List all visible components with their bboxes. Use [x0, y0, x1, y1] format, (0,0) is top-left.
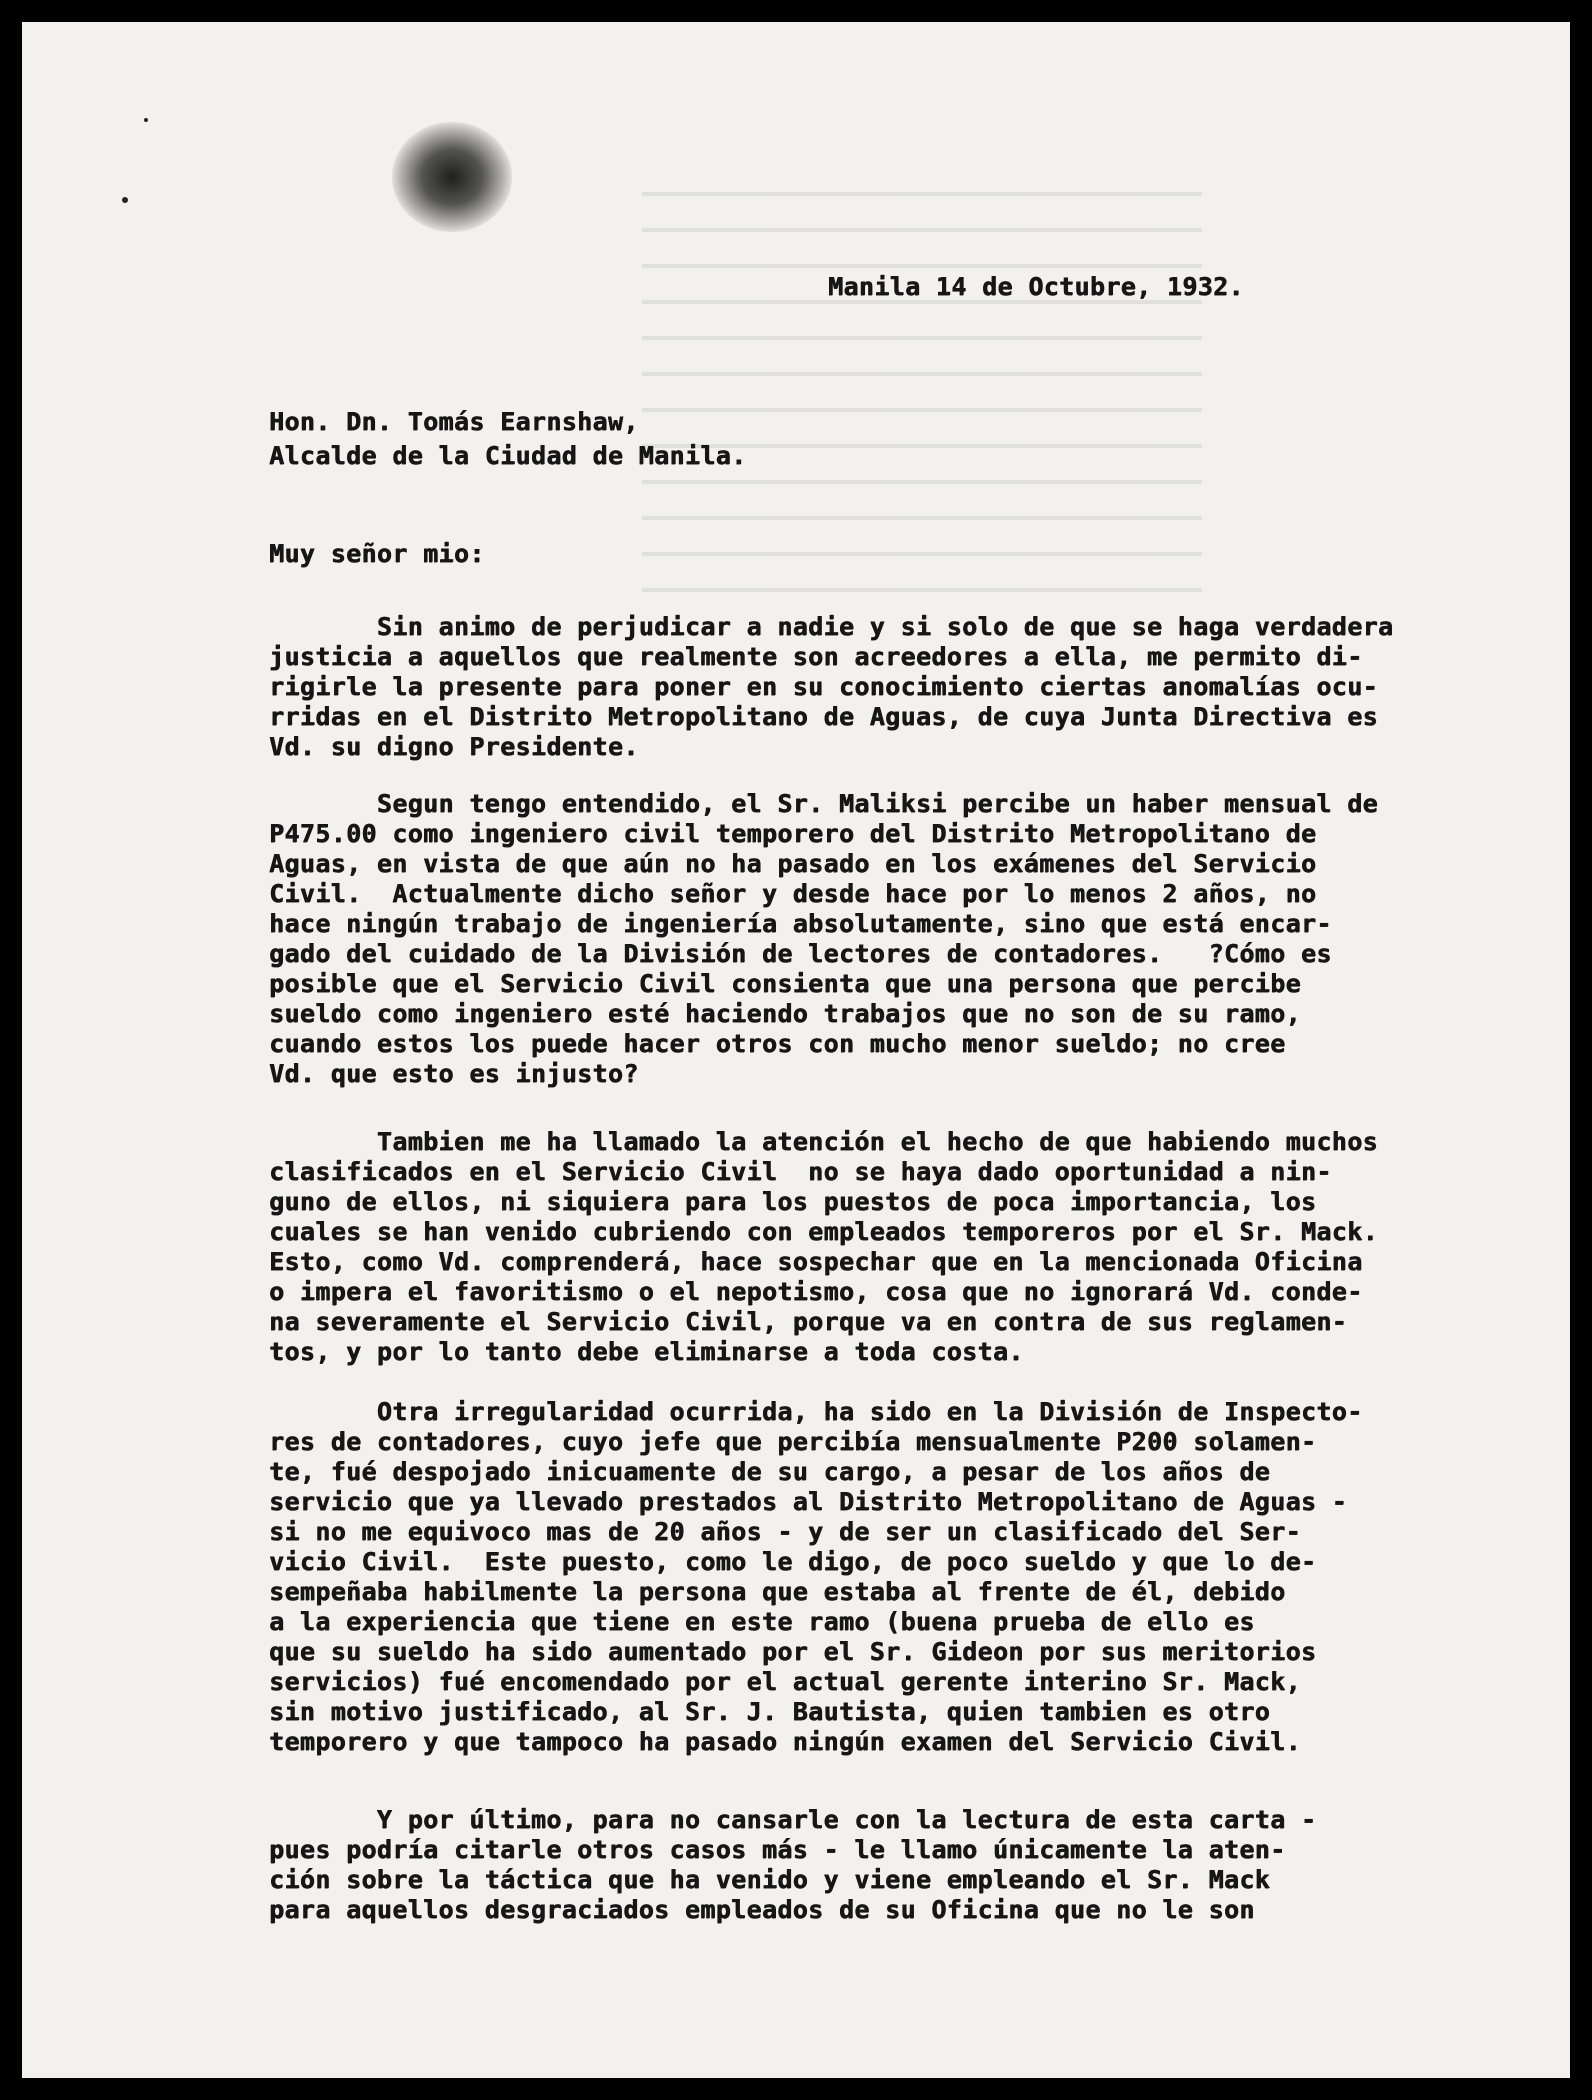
paragraph-line: Esto, como Vd. comprenderá, hace sospechar que en la mencionada Oficina — [269, 1247, 1363, 1276]
addressee-title: Alcalde de la Ciudad de Manila. — [269, 441, 747, 470]
paragraph-line: que su sueldo ha sido aumentado por el Sr. Gideon por sus meritorios — [269, 1637, 1317, 1666]
paragraph-line: vicio Civil. Este puesto, como le digo, de poco sueldo y que lo de- — [269, 1547, 1317, 1576]
paragraph-line: temporero y que tampoco ha pasado ningún examen del Servicio Civil. — [269, 1727, 1301, 1756]
paragraph-line: tos, y por lo tanto debe eliminarse a toda costa. — [269, 1337, 1024, 1366]
ink-speck — [144, 118, 148, 122]
paragraph-line: si no me equivoco mas de 20 años - y de ser un clasificado del Ser- — [269, 1517, 1301, 1546]
paragraph-line: sueldo como ingeniero esté haciendo trabajos que no son de su ramo, — [269, 999, 1301, 1028]
paragraph-5 — [269, 1805, 1316, 1925]
paragraph-line: rridas en el Distrito Metropolitano de Aguas, de cuya Junta Directiva es — [269, 702, 1378, 731]
paragraph-line: pues podría citarle otros casos más - le llamo únicamente la aten- — [269, 1835, 1286, 1864]
paragraph-1 — [269, 612, 1393, 762]
paragraph-line: Y por último, para no cansarle con la lectura de esta carta - — [269, 1805, 1317, 1834]
paragraph-line: servicios) fué encomendado por el actual gerente interino Sr. Mack, — [269, 1667, 1301, 1696]
letter-page — [22, 22, 1570, 2078]
paragraph-line: cuando estos los puede hacer otros con mucho menor sueldo; no cree — [269, 1029, 1286, 1058]
paragraph-4 — [269, 1397, 1363, 1757]
paragraph-line: cuales se han venido cubriendo con empleados temporeros por el Sr. Mack. — [269, 1217, 1378, 1246]
paragraph-line: o impera el favoritismo o el nepotismo, cosa que no ignorará Vd. conde- — [269, 1277, 1363, 1306]
salutation: Muy señor mio: — [269, 539, 485, 568]
paragraph-line: Vd. su digno Presidente. — [269, 732, 639, 761]
paragraph-line: a la experiencia que tiene en este ramo (buena prueba de ello es — [269, 1607, 1255, 1636]
addressee-block — [269, 405, 746, 473]
paragraph-3 — [269, 1127, 1378, 1367]
paragraph-line: ción sobre la táctica que ha venido y viene empleando el Sr. Mack — [269, 1865, 1271, 1894]
ink-speck — [122, 197, 128, 203]
paragraph-line: Civil. Actualmente dicho señor y desde hace por lo menos 2 años, no — [269, 879, 1317, 908]
paragraph-line: Otra irregularidad ocurrida, ha sido en la División de Inspecto- — [269, 1397, 1363, 1426]
paragraph-line: hace ningún trabajo de ingeniería absolutamente, sino que está encar- — [269, 909, 1332, 938]
paragraph-line: res de contadores, cuyo jefe que percibía mensualmente P200 solamen- — [269, 1427, 1317, 1456]
paragraph-line: guno de ellos, ni siquiera para los puestos de poca importancia, los — [269, 1187, 1317, 1216]
paragraph-line: para aquellos desgraciados empleados de su Oficina que no le son — [269, 1895, 1255, 1924]
paragraph-line: posible que el Servicio Civil consienta que una persona que percibe — [269, 969, 1301, 998]
paragraph-line: justicia a aquellos que realmente son acreedores a ella, me permito di- — [269, 642, 1363, 671]
paragraph-line: Tambien me ha llamado la atención el hecho de que habiendo muchos — [269, 1127, 1378, 1156]
paragraph-line: rigirle la presente para poner en su conocimiento ciertas anomalías ocu- — [269, 672, 1378, 701]
paragraph-line: Segun tengo entendido, el Sr. Maliksi percibe un haber mensual de — [269, 789, 1378, 818]
paragraph-line: te, fué despojado inicuamente de su cargo, a pesar de los años de — [269, 1457, 1271, 1486]
paragraph-line: Vd. que esto es injusto? — [269, 1059, 639, 1088]
paragraph-line: gado del cuidado de la División de lectores de contadores. ?Cómo es — [269, 939, 1332, 968]
paragraph-2 — [269, 789, 1378, 1089]
paragraph-line: sin motivo justificado, al Sr. J. Bautista, quien tambien es otro — [269, 1697, 1271, 1726]
ink-smudge — [392, 122, 512, 232]
show-through-text — [642, 192, 1202, 612]
paragraph-line: sempeñaba habilmente la persona que estaba al frente de él, debido — [269, 1577, 1286, 1606]
letter-date: Manila 14 de Octubre, 1932. — [828, 272, 1244, 301]
paragraph-line: P475.00 como ingeniero civil temporero del Distrito Metropolitano de — [269, 819, 1317, 848]
paragraph-line: na severamente el Servicio Civil, porque va en contra de sus reglamen- — [269, 1307, 1348, 1336]
paragraph-line: Sin animo de perjudicar a nadie y si solo de que se haga verdadera — [269, 612, 1394, 641]
paragraph-line: servicio que ya llevado prestados al Distrito Metropolitano de Aguas - — [269, 1487, 1348, 1516]
addressee-name: Hon. Dn. Tomás Earnshaw, — [269, 407, 639, 436]
paragraph-line: Aguas, en vista de que aún no ha pasado en los exámenes del Servicio — [269, 849, 1317, 878]
paragraph-line: clasificados en el Servicio Civil no se haya dado oportunidad a nin- — [269, 1157, 1332, 1186]
